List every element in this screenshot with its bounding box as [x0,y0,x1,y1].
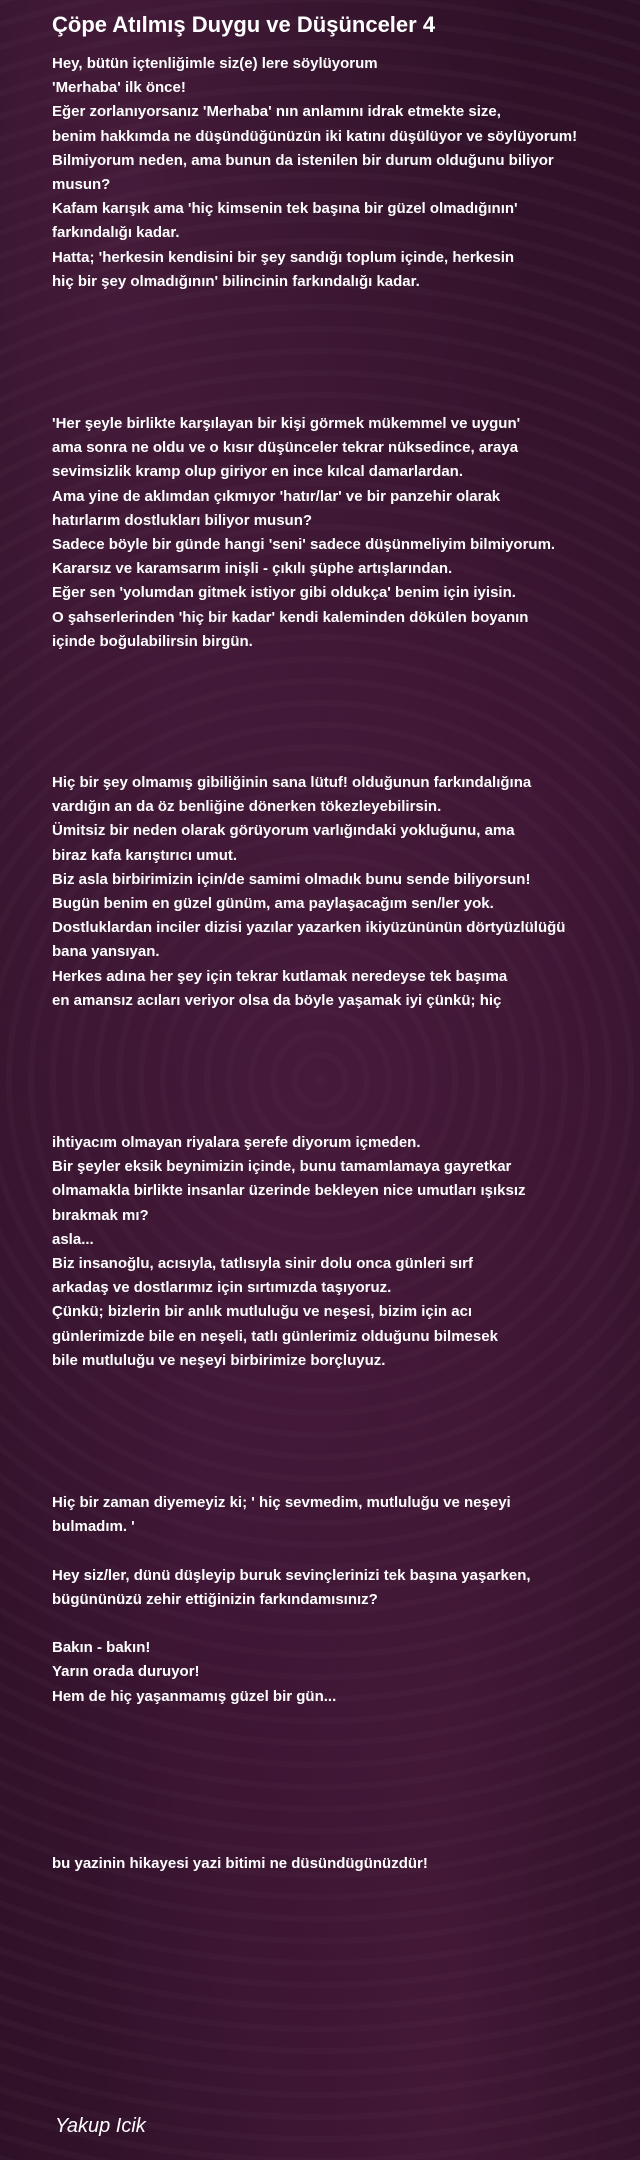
poem-line: Hatta; 'herkesin kendisini bir şey sandığı toplum içinde, herkesin [52,248,515,266]
poem-line: Biz insanoğlu, acısıyla, tatlısıyla sinir dolu onca günleri sırf [52,1255,473,1273]
poem-line: Ama yine de aklımdan çıkmıyor 'hatır/lar' ve bir panzehir olarak [52,487,501,505]
poem-line: Hiç bir zaman diyemeyiz ki; ' hiç sevmedim, mutluluğu ve neşeyi [52,1494,511,1511]
poem-line [52,1539,632,1563]
poem-line: Bugün benim en güzel günüm, ama paylaşacağım sen/ler yok. [52,895,494,913]
poem-line: Hem de hiç yaşanmamış güzel bir gün... [52,1687,337,1705]
poem-line: Eğer sen 'yolumdan gitmek istiyor gibi oldukça' benim için iyisin. [52,584,516,602]
stanza-3 [52,771,632,1013]
poem-line: Kafam karışık ama 'hiç kimsenin tek başına bir güzel olmadığının' [52,200,518,218]
poem-line: Herkes adına her şey için tekrar kutlamak neredeyse tek başıma [52,967,508,985]
poem-line: bana yansıyan. [52,943,160,961]
poem-line: Hey siz/ler, dünü düşleyip buruk sevinçlerinizi tek başına yaşarken, [52,1566,531,1584]
poem-line: içinde boğulabilirsin birgün. [52,632,253,650]
poem-line: Bakın - bakın! [52,1639,151,1657]
poem-line: asla... [52,1230,94,1248]
poem-line: Çünkü; bizlerin bir anlık mutluluğu ve neşesi, bizim için acı [52,1303,473,1321]
poem-line: Eğer zorlanıyorsanız 'Merhaba' nın anlamını idrak etmekte size, [52,103,501,121]
poem-line: en amansız acıları veriyor olsa da böyle yaşamak iyi çünkü; hiç [52,991,502,1009]
author-name: Yakup Icik [55,2115,146,2137]
poem-line: ihtiyacım olmayan riyalara şerefe diyorum içmeden. [52,1134,421,1151]
poem-line: Hey, bütün içtenliğimle siz(e) lere söylüyorum [52,55,378,72]
poem-line: bile mutluluğu ve neşeyi birbirimize borçluyuz. [52,1351,386,1369]
poem-line: bulmadım. ' [52,1518,135,1536]
poem-line: Ümitsiz bir neden olarak görüyorum varlığındaki yokluğunu, ama [52,822,515,840]
stanza-5 [52,1491,632,1709]
poem-line: biraz kafa karıştırıcı umut. [52,846,238,864]
poem-line: 'Merhaba' ilk önce! [52,79,186,97]
stanza-2 [52,412,632,654]
poem-line: Bir şeyler eksik beynimizin içinde, bunu tamamlamaya gayretkar [52,1158,512,1176]
poem-line: bu yazinin hikayesi yazi bitimi ne düsündügünüzdür! [52,1855,428,1872]
poem-line [52,1612,632,1636]
poem-line: vardığın an da öz benliğine dönerken tökezleyebilirsin. [52,798,442,816]
poem-line: sevimsizlik kramp olup giriyor en ince kılcal damarlardan. [52,463,463,481]
poem-line: Dostluklardan inciler dizisi yazılar yazarken ikiyüzününün dörtyüzlülüğü [52,919,566,937]
poem-line: Biz asla birbirimizin için/de samimi olmadık bunu sende biliyorsun! [52,870,531,888]
poem-line: Hiç bir şey olmamış gibiliğinin sana lütuf! olduğunun farkındalığına [52,774,532,791]
poem-line: O şahserlerinden 'hiç bir kadar' kendi kaleminden dökülen boyanın [52,608,529,626]
poem-line: hatırlarım dostlukları biliyor musun? [52,511,313,529]
poem-line: Yarın orada duruyor! [52,1663,200,1681]
poem-line: bırakmak mı? [52,1206,149,1224]
poem-line: olmamakla birlikte insanlar üzerinde bekleyen nice umutları ışıksız [52,1182,526,1200]
poem-line: günlerimizde bile en neşeli, tatlı günlerimiz olduğunu bilmesek [52,1327,498,1345]
poem-title: Çöpe Atılmış Duygu ve Düşünceler 4 [52,12,436,37]
poem-line: musun? [52,176,111,194]
poem-line: Bilmiyorum neden, ama bunun da istenilen bir durum olduğunu biliyor [52,151,554,169]
stanza-6 [52,1852,632,1876]
stanza-4 [52,1131,632,1373]
poem-line: hiç bir şey olmadığının' bilincinin farkındalığı kadar. [52,272,420,290]
poem-line: Sadece böyle bir günde hangi 'seni' sadece düşünmeliyim bilmiyorum. [52,536,556,554]
stanza-1 [52,52,632,294]
poem-line: 'Her şeyle birlikte karşılayan bir kişi görmek mükemmel ve uygun' [52,415,521,432]
poem-line: benim hakkımda ne düşündüğünüzün iki katını düşülüyor ve söylüyorum! [52,127,578,145]
poem-line: farkındalığı kadar. [52,224,180,242]
poem-line: Kararsız ve karamsarım inişli - çıkılı şüphe artışlarından. [52,560,453,578]
poem-line: ama sonra ne oldu ve o kısır düşünceler tekrar nüksedince, araya [52,439,519,457]
poem-line: arkadaş ve dostlarımız için sırtımızda taşıyoruz. [52,1279,392,1297]
poem-line: bügününüzü zehir ettiğinizin farkındamısınız? [52,1590,378,1608]
